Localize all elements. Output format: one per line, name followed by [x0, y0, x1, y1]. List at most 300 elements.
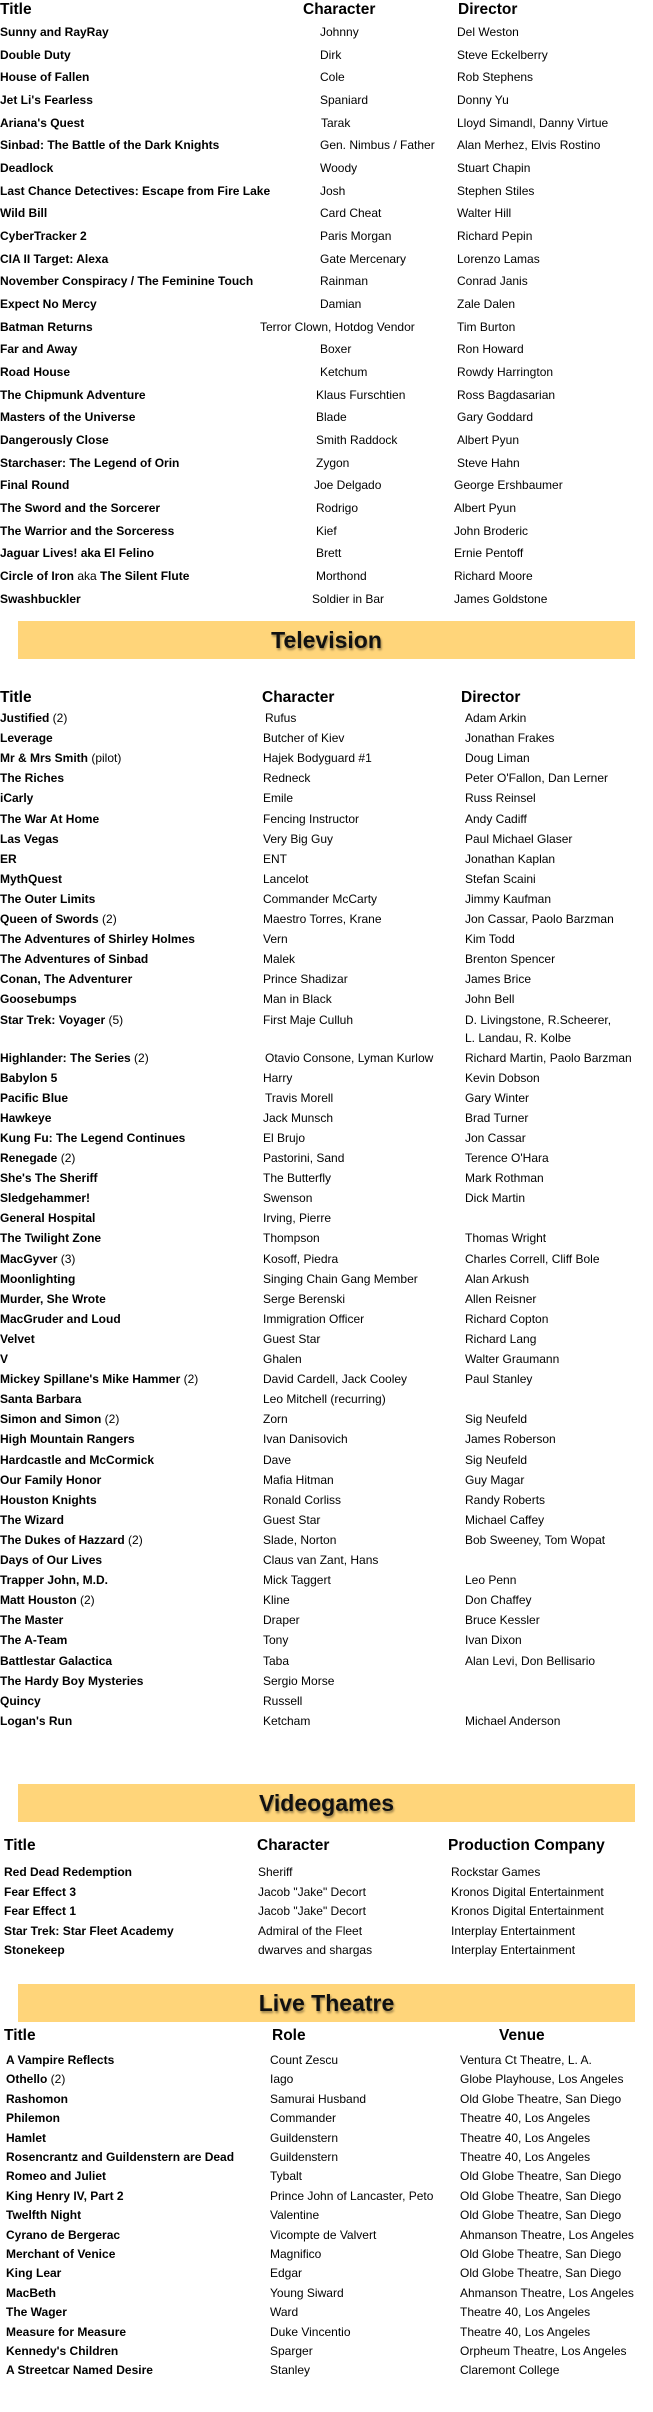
film-director: Albert Pyun: [457, 432, 520, 447]
theatre-role: Commander: [270, 2111, 337, 2126]
theatre-venue: Old Globe Theatre, San Diego: [460, 2188, 622, 2203]
tv-character: First Maje Culluh: [263, 1012, 354, 1027]
tv-director: James Roberson: [465, 1432, 556, 1447]
theatre-title: The Wager: [6, 2305, 67, 2320]
film-row: [0, 566, 653, 586]
tv-title: Houston Knights: [0, 1492, 97, 1507]
theatre-row: [0, 2089, 653, 2109]
title-note: (2): [124, 1532, 143, 1547]
film-character: Klaus Furschtien: [316, 387, 406, 402]
vg-row: [0, 1901, 653, 1921]
vg-row: [0, 1862, 653, 1882]
tv-title: MythQuest: [0, 871, 63, 886]
film-row: [0, 203, 653, 223]
tv-character: El Brujo: [263, 1130, 306, 1145]
tv-title: Babylon 5: [0, 1070, 58, 1085]
tv-row: [0, 829, 653, 849]
film-director: Alan Merhez, Elvis Rostino: [457, 138, 601, 153]
tv-row: [0, 1570, 653, 1590]
film-character: Damian: [320, 296, 362, 311]
film-row: [0, 22, 653, 42]
tv-col-title: Title: [0, 689, 32, 706]
film-row: [0, 521, 653, 541]
tv-title: Queen of Swords (2): [0, 912, 117, 926]
theatre-role: Magnifico: [270, 2247, 322, 2261]
theatre-venue: Ahmanson Theatre, Los Angeles: [460, 2285, 634, 2300]
vg-character: Admiral of the Fleet: [258, 1923, 363, 1938]
tv-title: Las Vegas: [0, 831, 59, 846]
tv-title: Hardcastle and McCormick: [0, 1452, 155, 1467]
theatre-row: [0, 2263, 653, 2283]
tv-title: Matt Houston (2): [0, 1593, 95, 1608]
tv-row: [0, 1389, 653, 1409]
tv-character: Russell: [263, 1693, 303, 1708]
vg-row: [0, 1921, 653, 1941]
tv-title: Conan, The Adventurer: [0, 972, 133, 987]
film-row: [0, 271, 653, 291]
television-banner: Television: [18, 621, 635, 659]
film-character: Boxer: [320, 342, 352, 357]
tv-character: Hajek Bodyguard #1: [263, 751, 372, 766]
tv-character: Rufus: [265, 711, 297, 725]
film-title: The Sword and the Sorcerer: [0, 500, 161, 515]
tv-title: MacGyver (3): [0, 1251, 76, 1266]
tv-director: Gary Winter: [465, 1090, 530, 1105]
tv-character: Pastorini, Sand: [263, 1151, 345, 1165]
videogames-banner: Videogames: [18, 1784, 635, 1822]
film-row: [0, 543, 653, 563]
tv-character: Fencing Instructor: [263, 811, 360, 826]
tv-character: Mafia Hitman: [263, 1472, 334, 1487]
vg-company: Kronos Digital Entertainment: [451, 1904, 604, 1918]
theatre-venue: Old Globe Theatre, San Diego: [460, 2266, 622, 2281]
theatre-venue: Old Globe Theatre, San Diego: [460, 2091, 622, 2106]
film-title: Expect No Mercy: [0, 296, 97, 311]
tv-title: The Adventures of Sinbad: [0, 952, 149, 967]
film-title: Jet Li's Fearless: [0, 92, 93, 107]
tv-director: Kevin Dobson: [465, 1070, 540, 1085]
tv-director: Jon Cassar: [465, 1130, 526, 1145]
film-title: Batman Returns: [0, 319, 93, 334]
tv-director: Randy Roberts: [465, 1492, 546, 1507]
tv-title: Mr & Mrs Smith (pilot): [0, 751, 122, 766]
tv-row: [0, 1228, 653, 1248]
tv-title: The Hardy Boy Mysteries: [0, 1673, 144, 1688]
film-title: The Warrior and the Sorceress: [0, 523, 175, 538]
theatre-role: Samurai Husband: [270, 2091, 367, 2106]
tv-row: [0, 1450, 653, 1470]
film-character: Joe Delgado: [314, 478, 382, 493]
tv-row: [0, 1671, 653, 1691]
tv-row: [0, 1409, 653, 1429]
tv-title: Pacific Blue: [0, 1090, 69, 1105]
tv-row: [0, 1168, 653, 1188]
tv-director: Doug Liman: [465, 751, 530, 766]
tv-character: ENT: [263, 851, 287, 866]
film-title: Masters of the Universe: [0, 410, 136, 425]
film-character: Gen. Nimbus / Father: [320, 138, 435, 153]
tv-title: Battlestar Galactica: [0, 1653, 113, 1668]
tv-row: [0, 1188, 653, 1208]
tv-character: Ghalen: [263, 1352, 302, 1366]
title-note: (2): [101, 1412, 120, 1427]
tv-character: Otavio Consone, Lyman Kurlow: [265, 1050, 434, 1065]
title-note: (5): [105, 1012, 124, 1027]
tv-character: Immigration Officer: [263, 1311, 365, 1326]
tv-row: [0, 1208, 653, 1228]
theatre-venue: Claremont College: [460, 2363, 560, 2378]
tv-director: Richard Lang: [465, 1331, 537, 1346]
vg-character: Jacob "Jake" Decort: [258, 1884, 366, 1899]
tv-director: Mark Rothman: [465, 1171, 544, 1186]
theatre-col-title: Title: [4, 2027, 36, 2044]
tv-director: Kim Todd: [465, 932, 515, 947]
theatre-venue: Theatre 40, Los Angeles: [460, 2305, 591, 2320]
tv-row: [0, 1651, 653, 1671]
tv-row: [0, 1610, 653, 1630]
film-row: [0, 475, 653, 495]
film-row: [0, 385, 653, 405]
tv-row: [0, 869, 653, 889]
film-director: Conrad Janis: [457, 274, 528, 289]
film-character: Rainman: [320, 274, 369, 289]
title-note: (2): [47, 2072, 66, 2087]
theatre-title: Merchant of Venice: [6, 2247, 116, 2261]
vg-character: dwarves and shargas: [258, 1943, 373, 1957]
theatre-row: [0, 2186, 653, 2206]
theatre-row: [0, 2225, 653, 2245]
theatre-venue: Orpheum Theatre, Los Angeles: [460, 2344, 627, 2358]
film-director: Ernie Pentoff: [454, 546, 524, 561]
tv-title: The A-Team: [0, 1633, 68, 1648]
title-note: (2): [180, 1372, 199, 1387]
film-director: Del Weston: [457, 25, 519, 39]
film-title: Sinbad: The Battle of the Dark Knights: [0, 138, 220, 153]
tv-character: Guest Star: [263, 1512, 321, 1527]
tv-row: [0, 1590, 653, 1610]
vg-character: Sheriff: [258, 1865, 293, 1879]
film-director: Rowdy Harrington: [457, 364, 554, 379]
tv-director: Michael Anderson: [465, 1713, 561, 1728]
title-note: (3): [57, 1251, 76, 1266]
tv-title: iCarly: [0, 791, 34, 806]
tv-row: [0, 1249, 653, 1269]
theatre-col-venue: Venue: [499, 2027, 545, 2044]
tv-row: [0, 1369, 653, 1389]
film-row: [0, 249, 653, 269]
tv-director: Adam Arkin: [465, 711, 527, 725]
tv-character: Draper: [263, 1613, 300, 1628]
tv-character: Travis Morell: [265, 1090, 334, 1105]
tv-title: Highlander: The Series (2): [0, 1050, 149, 1065]
title-connector: aka: [74, 568, 97, 583]
film-character: Spaniard: [320, 92, 369, 107]
film-title: Deadlock: [0, 160, 54, 175]
tv-character: Thompson: [263, 1231, 320, 1246]
film-character: Rodrigo: [316, 500, 359, 515]
tv-director: John Bell: [465, 992, 515, 1007]
tv-row: [0, 768, 653, 788]
tv-director: Jon Cassar, Paolo Barzman: [465, 912, 614, 926]
film-title: November Conspiracy / The Feminine Touch: [0, 274, 254, 289]
film-character: Cole: [320, 70, 345, 85]
title-note: (2): [49, 711, 68, 725]
film-title: Ariana's Quest: [0, 115, 85, 130]
theatre-header-row: [0, 2026, 653, 2046]
film-character: Zygon: [316, 455, 350, 470]
tv-row: [0, 1010, 653, 1045]
theatre-title: Measure for Measure: [6, 2324, 127, 2339]
theatre-title: Hamlet: [6, 2130, 47, 2145]
title-part: The Silent Flute: [96, 568, 190, 583]
film-col-director: Director: [458, 1, 518, 18]
theatre-title: A Vampire Reflects: [6, 2053, 115, 2067]
film-row: [0, 45, 653, 65]
tv-title: The War At Home: [0, 811, 100, 826]
tv-director: Sig Neufeld: [465, 1412, 528, 1427]
tv-character: Harry: [263, 1070, 293, 1085]
theatre-row: [0, 2108, 653, 2128]
tv-director: Guy Magar: [465, 1472, 525, 1487]
film-col-title: Title: [0, 1, 32, 18]
title-note: (2): [98, 912, 117, 926]
title-note: (2): [57, 1151, 76, 1165]
tv-director: Bruce Kessler: [465, 1613, 540, 1628]
theatre-title: MacBeth: [6, 2285, 57, 2300]
tv-character: Swenson: [263, 1191, 313, 1206]
tv-character: Dave: [263, 1452, 292, 1467]
tv-director-line2: L. Landau, R. Kolbe: [465, 1030, 572, 1045]
tv-director: Michael Caffey: [465, 1512, 545, 1527]
tv-director: Andy Cadiff: [465, 811, 527, 826]
vg-col-character: Character: [257, 1837, 330, 1854]
vg-company: Interplay Entertainment: [451, 1943, 576, 1957]
tv-row: [0, 1108, 653, 1128]
tv-row: [0, 1068, 653, 1088]
tv-director: Richard Martin, Paolo Barzman: [465, 1050, 632, 1065]
tv-title: Star Trek: Voyager (5): [0, 1012, 124, 1027]
tv-title: Moonlighting: [0, 1271, 76, 1286]
tv-title: The Adventures of Shirley Holmes: [0, 932, 195, 947]
tv-row: [0, 708, 653, 728]
film-director: Rob Stephens: [457, 70, 534, 85]
tv-row: [0, 849, 653, 869]
theatre-row: [0, 2147, 653, 2167]
film-director: Tim Burton: [457, 319, 516, 334]
tv-row: [0, 1309, 653, 1329]
tv-title: Leverage: [0, 731, 53, 746]
tv-title: Velvet: [0, 1331, 35, 1346]
tv-character: The Butterfly: [263, 1171, 332, 1186]
tv-title: Sledgehammer!: [0, 1191, 91, 1206]
vg-title: Red Dead Redemption: [4, 1865, 133, 1879]
film-title: Jaguar Lives! aka El Felino: [0, 546, 155, 561]
tv-character: Commander McCarty: [263, 891, 378, 906]
tv-director: Dick Martin: [465, 1191, 526, 1206]
title-note: (2): [76, 1593, 95, 1608]
tv-director: Charles Correll, Cliff Bole: [465, 1251, 600, 1266]
film-director: John Broderic: [454, 523, 529, 538]
theatre-role: Tybalt: [270, 2169, 303, 2184]
theatre-title: Cyrano de Bergerac: [6, 2227, 121, 2242]
tv-director: Alan Arkush: [465, 1271, 530, 1286]
tv-row: [0, 1269, 653, 1289]
film-director: Donny Yu: [457, 92, 509, 107]
tv-director: Jimmy Kaufman: [465, 891, 552, 906]
tv-title: Logan's Run: [0, 1713, 73, 1728]
film-col-character: Character: [303, 1, 376, 18]
film-director: Gary Goddard: [457, 410, 534, 425]
film-row: [0, 181, 653, 201]
tv-character: Very Big Guy: [263, 831, 334, 846]
theatre-role: Count Zescu: [270, 2053, 339, 2067]
theatre-role: Ward: [270, 2305, 299, 2320]
tv-character: Tony: [263, 1633, 289, 1648]
film-title: Last Chance Detectives: Escape from Fire Lake: [0, 183, 271, 198]
film-title: Starchaser: The Legend of Orin: [0, 455, 180, 470]
tv-row: [0, 1550, 653, 1570]
tv-character: Butcher of Kiev: [263, 731, 345, 746]
tv-title: Trapper John, M.D.: [0, 1573, 109, 1588]
film-director: Steve Hahn: [457, 455, 520, 470]
tv-row: [0, 1349, 653, 1369]
tv-row: [0, 1429, 653, 1449]
theatre-row: [0, 2205, 653, 2225]
tv-row: [0, 989, 653, 1009]
tv-character: Claus van Zant, Hans: [263, 1553, 379, 1567]
film-director: Stephen Stiles: [457, 183, 535, 198]
tv-character: Mick Taggert: [263, 1573, 331, 1588]
tv-title: The Outer Limits: [0, 891, 96, 906]
tv-title: The Dukes of Hazzard (2): [0, 1532, 143, 1547]
film-director: Richard Pepin: [457, 228, 533, 243]
vg-title: Star Trek: Star Fleet Academy: [4, 1923, 174, 1938]
theatre-title: King Lear: [6, 2266, 62, 2281]
film-director: Albert Pyun: [454, 500, 517, 515]
tv-title: The Wizard: [0, 1512, 64, 1527]
tv-title: V: [0, 1352, 9, 1366]
tv-director: Richard Copton: [465, 1311, 549, 1326]
theatre-row: [0, 2302, 653, 2322]
film-director: George Ershbaumer: [454, 478, 563, 493]
tv-director: Terence O'Hara: [465, 1151, 549, 1165]
vg-title: Fear Effect 1: [4, 1904, 77, 1918]
film-character: Woody: [320, 160, 358, 175]
tv-row: [0, 1289, 653, 1309]
theatre-role: Guildenstern: [270, 2130, 339, 2145]
film-director: James Goldstone: [454, 591, 548, 606]
tv-title: The Twilight Zone: [0, 1231, 102, 1246]
film-character: Paris Morgan: [320, 228, 392, 243]
film-row: [0, 67, 653, 87]
tv-title: The Master: [0, 1613, 64, 1628]
theatre-venue: Old Globe Theatre, San Diego: [460, 2169, 622, 2184]
tv-director: Stefan Scaini: [465, 871, 536, 886]
film-character: Josh: [320, 183, 346, 198]
film-title: Dangerously Close: [0, 432, 109, 447]
tv-director: Paul Michael Glaser: [465, 831, 573, 846]
tv-director: Leo Penn: [465, 1573, 517, 1588]
tv-director: Allen Reisner: [465, 1291, 537, 1306]
tv-director: Sig Neufeld: [465, 1452, 528, 1467]
tv-director: Russ Reinsel: [465, 791, 536, 806]
tv-character: Ivan Danisovich: [263, 1432, 348, 1447]
film-title: CyberTracker 2: [0, 228, 87, 243]
film-row: [0, 317, 653, 337]
theatre-title: Rosencrantz and Guildenstern are Dead: [6, 2150, 235, 2164]
tv-title: Kung Fu: The Legend Continues: [0, 1130, 186, 1145]
tv-director: Don Chaffey: [465, 1593, 532, 1608]
theatre-title: Rashomon: [6, 2091, 69, 2106]
film-director: Richard Moore: [454, 568, 533, 583]
film-title: The Chipmunk Adventure: [0, 387, 146, 402]
film-character: Morthond: [316, 568, 367, 583]
theatre-venue: Old Globe Theatre, San Diego: [460, 2247, 622, 2261]
tv-title: Renegade (2): [0, 1151, 76, 1165]
theatre-title: Twelfth Night: [6, 2208, 82, 2223]
tv-col-character: Character: [262, 689, 335, 706]
tv-row: [0, 1148, 653, 1168]
tv-character: Ronald Corliss: [263, 1492, 342, 1507]
theatre-role: Valentine: [270, 2208, 320, 2223]
theatre-row: [0, 2050, 653, 2070]
tv-row: [0, 1711, 653, 1731]
film-row: [0, 498, 653, 518]
theatre-row: [0, 2166, 653, 2186]
tv-title: Our Family Honor: [0, 1472, 102, 1487]
theatre-row: [0, 2283, 653, 2303]
theatre-banner: Live Theatre: [18, 1984, 635, 2022]
tv-character: Leo Mitchell (recurring): [263, 1392, 386, 1407]
tv-character: Man in Black: [263, 992, 332, 1007]
film-director: Stuart Chapin: [457, 160, 531, 175]
tv-character: Maestro Torres, Krane: [263, 912, 382, 926]
film-director: Steve Eckelberry: [457, 47, 548, 62]
tv-character: Zorn: [263, 1412, 288, 1427]
tv-title: Simon and Simon (2): [0, 1412, 120, 1427]
tv-director: James Brice: [465, 972, 532, 987]
tv-character: Redneck: [263, 771, 311, 786]
theatre-title: A Streetcar Named Desire: [6, 2363, 153, 2378]
vg-title: Fear Effect 3: [4, 1884, 77, 1899]
tv-row: [0, 1128, 653, 1148]
theatre-role: Young Siward: [270, 2285, 344, 2300]
film-director: Walter Hill: [457, 206, 512, 221]
tv-character: Lancelot: [263, 871, 309, 886]
vg-title: Stonekeep: [4, 1943, 65, 1957]
theatre-role: Iago: [270, 2072, 294, 2087]
film-character: Johnny: [320, 25, 359, 39]
tv-director: Brad Turner: [465, 1110, 529, 1125]
film-character: Card Cheat: [320, 206, 382, 221]
film-character: Tarak: [321, 115, 351, 130]
theatre-venue: Old Globe Theatre, San Diego: [460, 2208, 622, 2223]
tv-character: Irving, Pierre: [263, 1211, 332, 1226]
film-director: Zale Dalen: [457, 296, 516, 311]
tv-title: Hawkeye: [0, 1110, 52, 1125]
tv-director: Ivan Dixon: [465, 1633, 522, 1648]
tv-row: [0, 909, 653, 929]
tv-character: Kosoff, Piedra: [263, 1251, 339, 1266]
film-character: Smith Raddock: [316, 432, 398, 447]
theatre-venue: Ventura Ct Theatre, L. A.: [460, 2053, 592, 2067]
tv-row: [0, 1470, 653, 1490]
vg-col-company: Production Company: [448, 1837, 605, 1854]
tv-title: Goosebumps: [0, 992, 77, 1007]
tv-row: [0, 788, 653, 808]
tv-character: Serge Berenski: [263, 1291, 346, 1306]
film-character: Terror Clown, Hotdog Vendor: [260, 319, 415, 334]
